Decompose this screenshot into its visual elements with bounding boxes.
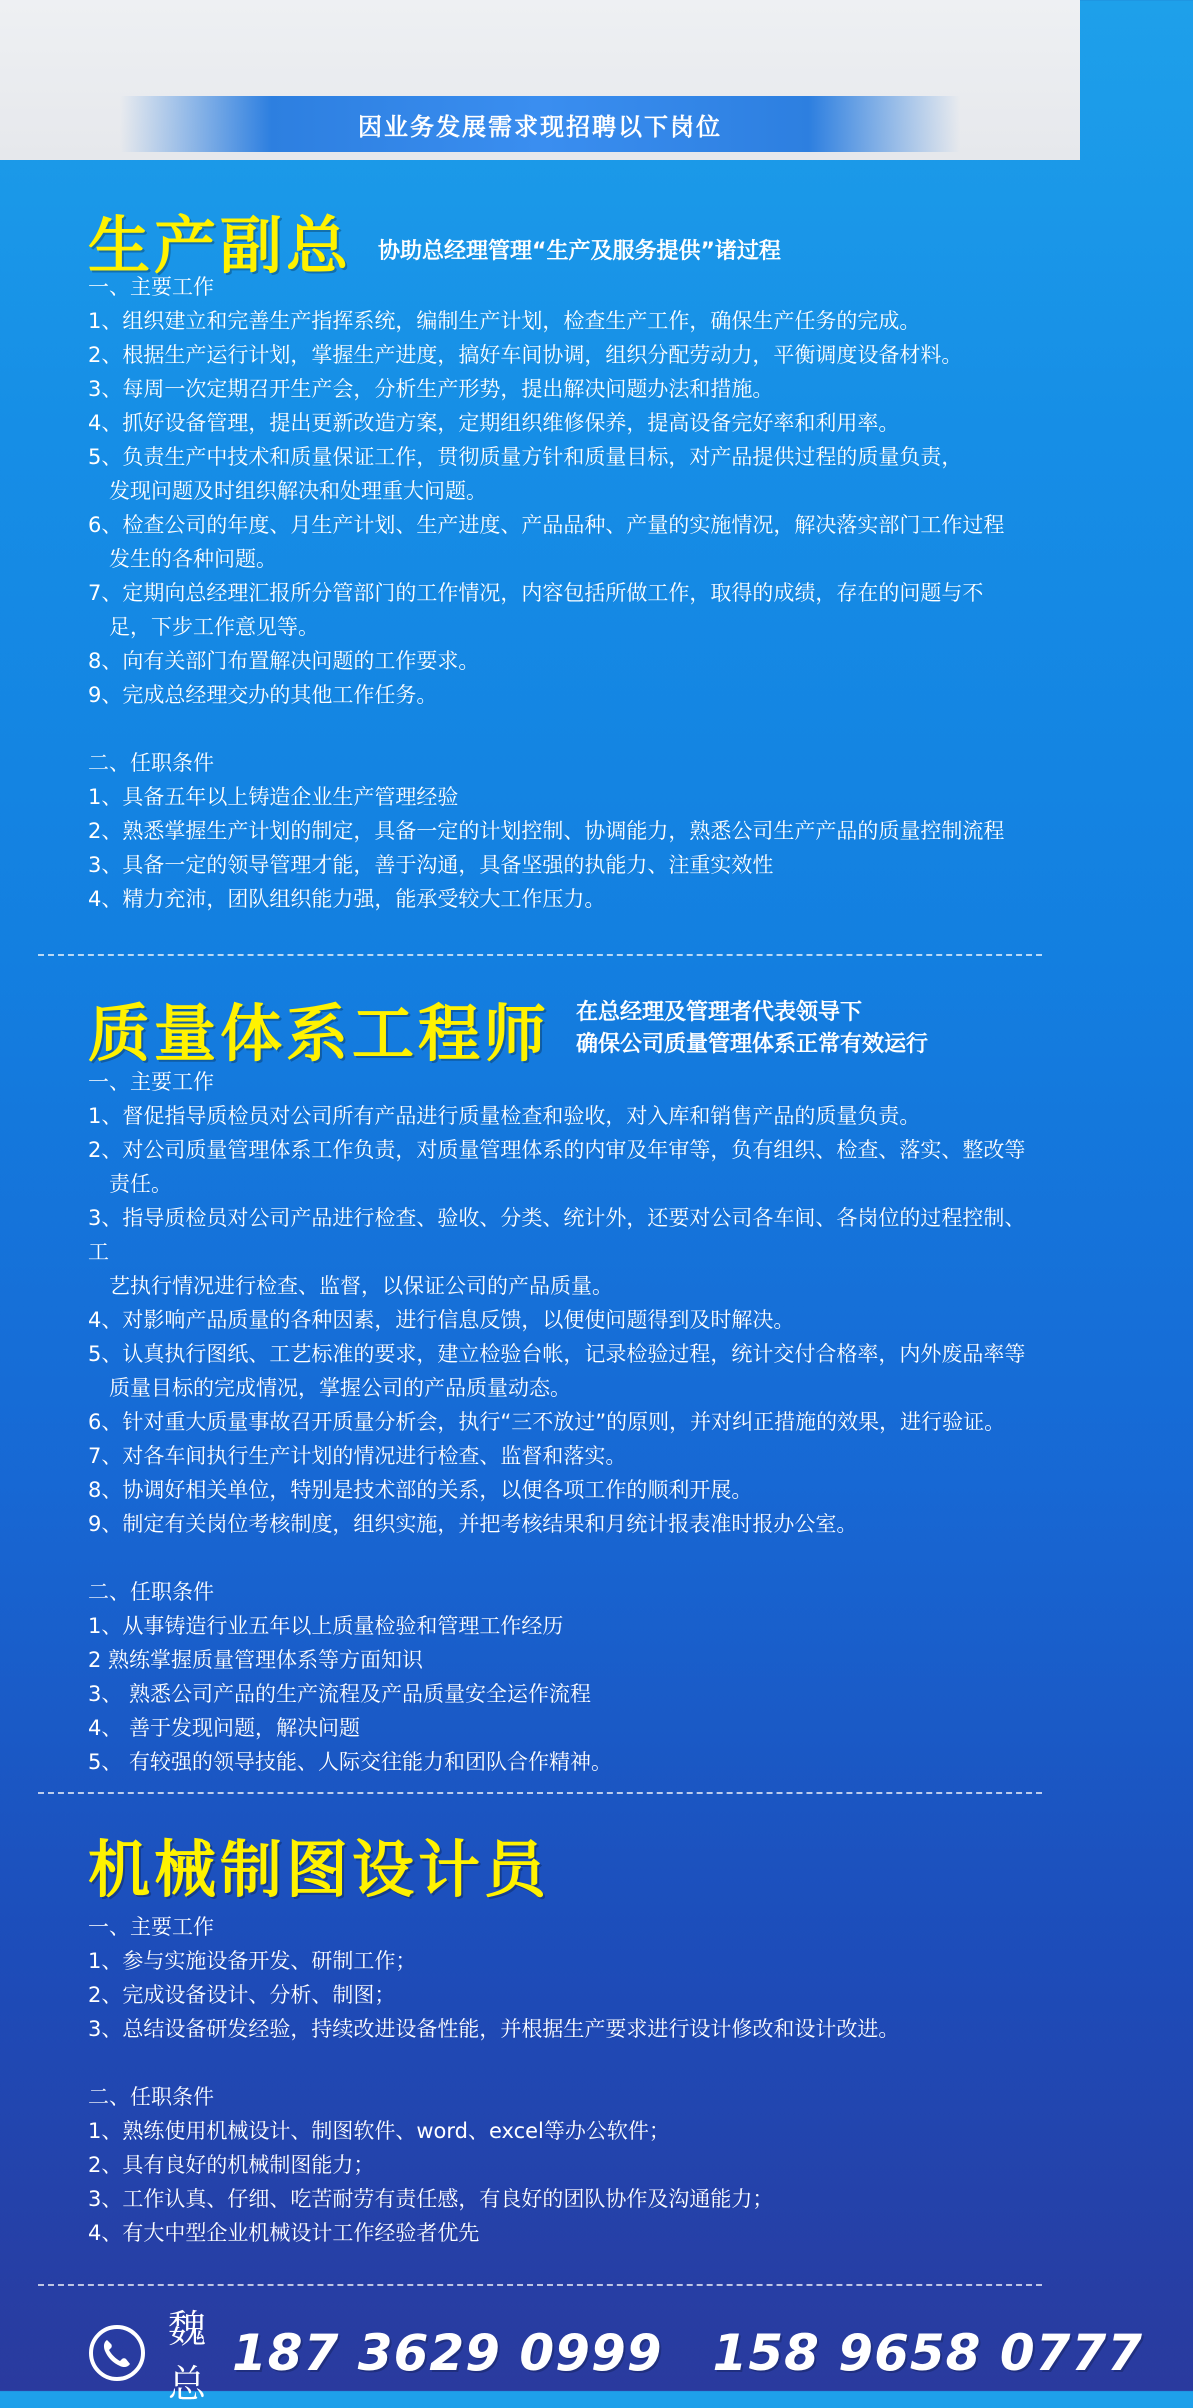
duties-list: [88, 304, 1028, 712]
list-item: 质量目标的完成情况，掌握公司的产品质量动态。: [88, 1376, 571, 1400]
duties-list: [88, 1099, 1028, 1541]
phone-number[interactable]: 158 9658 0777: [712, 2324, 1144, 2382]
phone-icon: [88, 2324, 146, 2382]
contact-name: 魏总: [168, 2307, 207, 2406]
job-title: 生产副总: [88, 209, 353, 282]
list-item: 艺执行情况进行检查、监督，以保证公司的产品质量。: [88, 1274, 613, 1298]
list-item: 4、抓好设备管理，提出更新改造方案，定期组织维修保养，提高设备完好率和利用率。: [88, 411, 900, 435]
list-item: 责任。: [88, 1172, 172, 1196]
list-item: 4、对影响产品质量的各种因素，进行信息反馈，以便使问题得到及时解决。: [88, 1308, 795, 1332]
banner-text: 因业务发展需求现招聘以下岗位: [358, 112, 722, 141]
list-item: 1、组织建立和完善生产指挥系统，编制生产计划，检查生产工作，确保生产任务的完成。: [88, 309, 921, 333]
list-item: 2、完成设备设计、分析、制图；: [88, 1983, 396, 2007]
list-item: 5、 有较强的领导技能、人际交往能力和团队合作精神。: [88, 1750, 613, 1774]
list-item: 5、负责生产中技术和质量保证工作，贯彻质量方针和质量目标，对产品提供过程的质量负责，: [88, 445, 963, 469]
job-title-row: [88, 984, 928, 1073]
subtitle-line: 在总经理及管理者代表领导下: [576, 999, 863, 1025]
list-item: 发生的各种问题。: [88, 547, 277, 571]
list-item: 4、精力充沛，团队组织能力强，能承受较大工作压力。: [88, 887, 606, 911]
list-item: 2、具有良好的机械制图能力；: [88, 2153, 375, 2177]
list-item: 7、对各车间执行生产计划的情况进行检查、监督和落实。: [88, 1444, 627, 1468]
list-item: 6、针对重大质量事故召开质量分析会，执行“三不放过”的原则，并对纠正措施的效果，进行验证。: [88, 1410, 1006, 1434]
requirements-heading: 二、任职条件: [88, 2085, 214, 2109]
subtitle-line: 协助总经理管理“生产及服务提供”诸过程: [378, 238, 781, 264]
contact-bar: [88, 2307, 1193, 2406]
list-item: 6、检查公司的年度、月生产计划、生产进度、产品品种、产量的实施情况，解决落实部门工作过程: [88, 513, 1005, 537]
job-title: 机械制图设计员: [88, 1833, 551, 1906]
requirements-heading: 二、任职条件: [88, 1580, 214, 1604]
section-divider: [38, 954, 1042, 956]
job-subtitle: [378, 236, 781, 268]
list-item: 3、指导质检员对公司产品进行检查、验收、分类、统计外，还要对公司各车间、各岗位的过程控制、工: [88, 1206, 1026, 1264]
job-subtitle: [576, 997, 928, 1061]
duties-list: [88, 1944, 1028, 2046]
list-item: 1、熟练使用机械设计、制图软件、word、excel等办公软件；: [88, 2119, 670, 2143]
header-banner: [120, 96, 960, 152]
list-item: 8、向有关部门布置解决问题的工作要求。: [88, 649, 480, 673]
list-item: 1、从事铸造行业五年以上质量检验和管理工作经历: [88, 1614, 564, 1638]
job-content: [88, 270, 1028, 916]
list-item: 7、定期向总经理汇报所分管部门的工作情况，内容包括所做工作，取得的成绩，存在的问题与不: [88, 581, 984, 605]
duties-heading: 一、主要工作: [88, 275, 214, 299]
requirements-list: [88, 780, 1028, 916]
list-item: 5、认真执行图纸、工艺标准的要求，建立检验台帐，记录检验过程，统计交付合格率，内外废品率等: [88, 1342, 1026, 1366]
list-item: 4、 善于发现问题，解决问题: [88, 1716, 361, 1740]
list-item: 3、工作认真、仔细、吃苦耐劳有责任感，有良好的团队协作及沟通能力；: [88, 2187, 774, 2211]
job-title-row: [88, 1820, 550, 1909]
list-item: 足，下步工作意见等。: [88, 615, 319, 639]
list-item: 3、具备一定的领导管理才能，善于沟通，具备坚强的执能力、注重实效性: [88, 853, 774, 877]
list-item: 9、制定有关岗位考核制度，组织实施，并把考核结果和月统计报表准时报办公室。: [88, 1512, 858, 1536]
list-item: 8、协调好相关单位，特别是技术部的关系，以便各项工作的顺利开展。: [88, 1478, 753, 1502]
duties-heading: 一、主要工作: [88, 1915, 214, 1939]
list-item: 1、参与实施设备开发、研制工作；: [88, 1949, 417, 1973]
list-item: 3、 熟悉公司产品的生产流程及产品质量安全运作流程: [88, 1682, 592, 1706]
requirements-list: [88, 2114, 1028, 2250]
list-item: 1、督促指导质检员对公司所有产品进行质量检查和验收，对入库和销售产品的质量负责。: [88, 1104, 921, 1128]
list-item: 9、完成总经理交办的其他工作任务。: [88, 683, 438, 707]
section-divider: [38, 1792, 1042, 1794]
list-item: 2、根据生产运行计划，掌握生产进度，搞好车间协调，组织分配劳动力，平衡调度设备材料。: [88, 343, 963, 367]
list-item: 2 熟练掌握质量管理体系等方面知识: [88, 1648, 424, 1672]
job-content: [88, 1065, 1028, 1779]
list-item: 1、具备五年以上铸造企业生产管理经验: [88, 785, 459, 809]
duties-heading: 一、主要工作: [88, 1070, 214, 1094]
job-title: 质量体系工程师: [88, 997, 551, 1070]
list-item: 3、总结设备研发经验，持续改进设备性能，并根据生产要求进行设计修改和设计改进。: [88, 2017, 900, 2041]
job-content: [88, 1910, 1028, 2250]
list-item: 2、对公司质量管理体系工作负责，对质量管理体系的内审及年审等，负有组织、检查、落实、整改等: [88, 1138, 1026, 1162]
requirements-heading: 二、任职条件: [88, 751, 214, 775]
subtitle-line: 确保公司质量管理体系正常有效运行: [576, 1031, 929, 1057]
section-divider: [38, 2284, 1042, 2286]
phone-number[interactable]: 187 3629 0999: [232, 2324, 663, 2382]
list-item: 发现问题及时组织解决和处理重大问题。: [88, 479, 487, 503]
list-item: 2、熟悉掌握生产计划的制定，具备一定的计划控制、协调能力，熟悉公司生产产品的质量控制流程: [88, 819, 1005, 843]
list-item: 4、有大中型企业机械设计工作经验者优先: [88, 2221, 480, 2245]
list-item: 3、每周一次定期召开生产会，分析生产形势，提出解决问题办法和措施。: [88, 377, 774, 401]
requirements-list: [88, 1609, 1028, 1779]
